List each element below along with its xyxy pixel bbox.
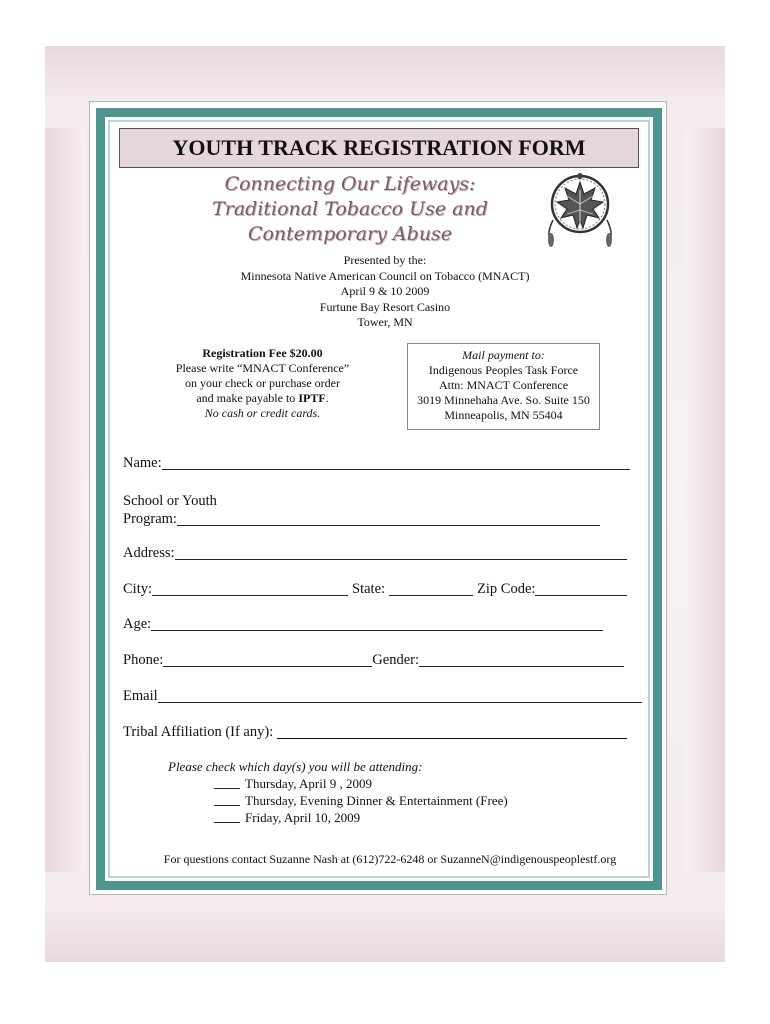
mail-line: Indigenous Peoples Task Force — [428, 363, 579, 377]
mail-line: 3019 Minnehaha Ave. So. Suite 150 — [417, 393, 590, 407]
subtitle-line: Contemporary Abuse — [247, 223, 453, 245]
dreamcatcher-leaf-icon — [543, 170, 617, 248]
fee-line: and make payable to IPTF. — [196, 391, 329, 405]
phone-input-line[interactable] — [163, 652, 372, 667]
day-checkbox-line[interactable] — [214, 810, 240, 823]
day-option-thursday — [168, 775, 508, 792]
email-label: Email — [123, 688, 158, 704]
email-input-line[interactable] — [158, 688, 642, 703]
city-input-line[interactable] — [152, 581, 348, 596]
form-title: YOUTH TRACK REGISTRATION FORM — [119, 128, 639, 168]
presented-line: Tower, MN — [357, 315, 413, 329]
age-input-line[interactable] — [151, 616, 603, 631]
name-field-row — [123, 455, 630, 472]
background-side-right — [685, 128, 725, 872]
name-label: Name: — [123, 455, 162, 471]
mail-payment-box — [407, 343, 600, 430]
presented-line: April 9 & 10 2009 — [340, 284, 430, 298]
address-field-row — [123, 545, 627, 562]
tribal-label: Tribal Affiliation (If any): — [123, 724, 274, 740]
days-heading: Please check which day(s) you will be attending: — [168, 759, 423, 774]
zip-label: Zip Code: — [477, 581, 536, 597]
fee-note: No cash or credit cards. — [204, 406, 321, 420]
phone-label: Phone: — [123, 652, 164, 668]
tribal-field-row — [123, 724, 627, 741]
day-option-label: Thursday, April 9 , 2009 — [245, 776, 372, 791]
age-label: Age: — [123, 616, 152, 632]
day-checkbox-line[interactable] — [214, 793, 240, 806]
address-input-line[interactable] — [175, 545, 627, 560]
phone-gender-row — [123, 652, 624, 669]
attendance-days-block — [168, 758, 508, 826]
background-side-left — [45, 128, 85, 872]
state-label: State: — [352, 581, 386, 597]
zip-input-line[interactable] — [535, 581, 627, 596]
presented-by-block — [200, 253, 570, 331]
contact-info: For questions contact Suzanne Nash at (612)722-6248 or SuzanneN@indigenouspeoplestf.org — [163, 852, 617, 866]
day-option-friday — [168, 809, 508, 826]
day-option-label: Friday, April 10, 2009 — [245, 810, 361, 825]
gender-label: Gender: — [372, 652, 419, 668]
presented-line: Presented by the: — [343, 253, 427, 267]
city-label: City: — [123, 581, 153, 597]
day-option-thursday-dinner — [168, 792, 508, 809]
fee-line: on your check or purchase order — [185, 376, 340, 390]
age-field-row — [123, 616, 603, 633]
school-label: School or Youth — [123, 493, 217, 509]
mail-heading: Mail payment to: — [462, 348, 545, 362]
mail-line: Attn: MNACT Conference — [438, 378, 569, 392]
day-checkbox-line[interactable] — [214, 776, 240, 789]
email-field-row — [123, 688, 642, 705]
address-label: Address: — [123, 545, 175, 561]
presented-line: Minnesota Native American Council on Tobacco (MNACT) — [240, 268, 530, 283]
program-label: Program: — [123, 511, 177, 527]
tribal-input-line[interactable] — [277, 724, 627, 739]
gender-input-line[interactable] — [419, 652, 624, 667]
conference-subtitle — [200, 172, 500, 247]
city-state-zip-row — [123, 581, 627, 598]
subtitle-line: Connecting Our Lifeways: — [224, 173, 476, 195]
presented-line: Furtune Bay Resort Casino — [319, 299, 451, 314]
school-input-line[interactable] — [177, 511, 600, 526]
day-option-label: Thursday, Evening Dinner & Entertainment (Free) — [245, 793, 508, 808]
fee-heading: Registration Fee $20.00 — [202, 346, 323, 360]
fee-line: Please write “MNACT Conference” — [175, 361, 350, 375]
subtitle-line: Traditional Tobacco Use and — [212, 198, 488, 220]
name-input-line[interactable] — [162, 455, 630, 470]
state-input-line[interactable] — [389, 581, 473, 596]
school-field-row — [123, 492, 600, 528]
registration-fee-block — [160, 346, 365, 421]
mail-line: Minneapolis, MN 55404 — [444, 408, 563, 422]
